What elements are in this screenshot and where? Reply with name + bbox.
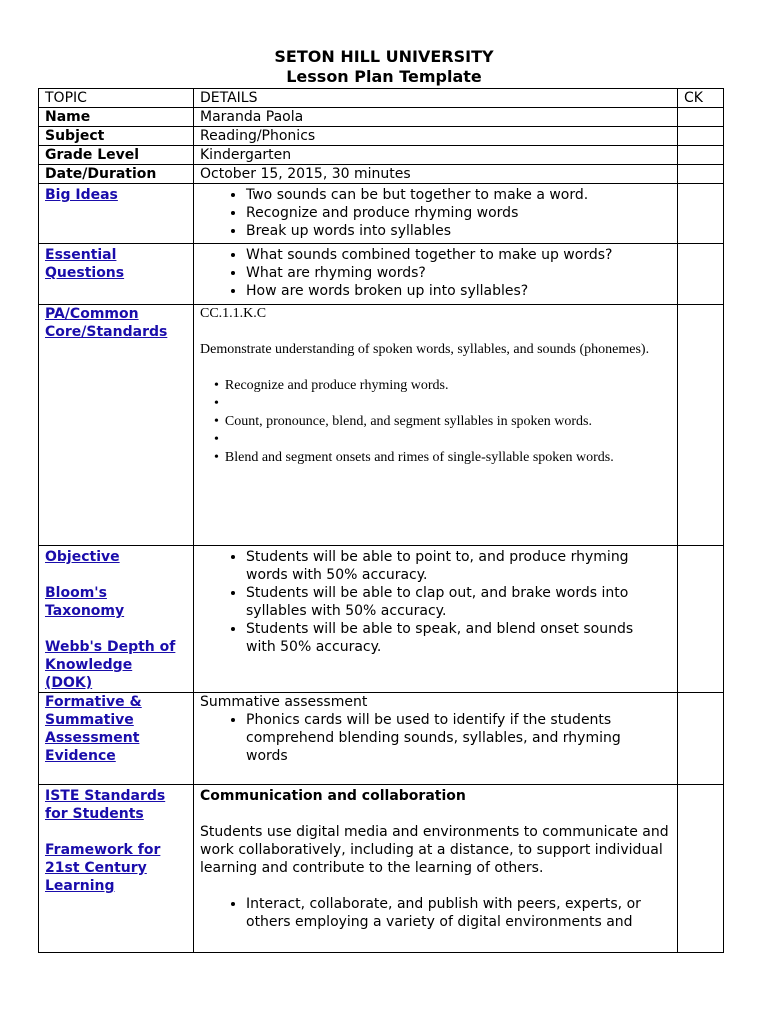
webb-line1: Webb's Depth of <box>45 639 176 655</box>
header-row <box>39 89 724 108</box>
webb-dok-link[interactable] <box>45 638 187 692</box>
assessment-line1: Formative & <box>45 694 142 710</box>
essential-questions-link[interactable] <box>45 246 187 282</box>
ck-cell <box>678 184 724 244</box>
table-row <box>39 146 724 165</box>
standards-label-line2: Core/Standards <box>45 324 168 340</box>
name-label: Name <box>39 108 194 127</box>
subject-value[interactable]: Reading/Phonics <box>194 127 678 146</box>
date-value[interactable]: October 15, 2015, 30 minutes <box>194 165 678 184</box>
list-item: • What sounds combined together to make up words? <box>246 246 671 264</box>
list-item: • Blend and segment onsets and rimes of single-syllable spoken words. <box>214 449 671 467</box>
assessment-link[interactable] <box>45 693 187 765</box>
essential-label-line2: Questions <box>45 265 125 281</box>
iste-line2: for Students <box>45 806 144 822</box>
iste-heading: Communication and collaboration <box>200 788 466 804</box>
list-item: • Two sounds can be but together to make a word. <box>246 186 671 204</box>
table-row <box>39 108 724 127</box>
big-ideas-list <box>200 186 671 240</box>
list-item: • Count, pronounce, blend, and segment syllables in spoken words. <box>214 413 671 431</box>
table-row <box>39 165 724 184</box>
list-item: • Phonics cards will be used to identify if the students comprehend blending sounds, syllables, and rhyming words <box>246 711 647 765</box>
ck-cell <box>678 108 724 127</box>
framework-line3: Learning <box>45 878 115 894</box>
list-item: • Break up words into syllables <box>246 222 671 240</box>
table-row <box>39 546 724 693</box>
assessment-list <box>200 711 647 765</box>
standards-list <box>200 377 671 467</box>
assessment-intro: Summative assessment <box>200 694 368 710</box>
ck-cell <box>678 785 724 953</box>
ck-cell <box>678 165 724 184</box>
table-row <box>39 785 724 953</box>
ck-cell <box>678 244 724 305</box>
standards-code: CC.1.1.K.C <box>200 306 267 321</box>
iste-standards-link[interactable] <box>45 787 187 823</box>
table-row <box>39 305 724 546</box>
topic-header: TOPIC <box>39 89 194 108</box>
list-item: • Recognize and produce rhyming words <box>246 204 671 222</box>
ck-header: CK <box>678 89 724 108</box>
framework-line2: 21st Century <box>45 860 147 876</box>
date-label: Date/Duration <box>39 165 194 184</box>
list-item: • Students will be able to point to, and produce rhyming words with 50% accuracy. <box>246 548 647 584</box>
university-title: SETON HILL UNIVERSITY <box>274 47 494 66</box>
table-row <box>39 244 724 305</box>
grade-label: Grade Level <box>39 146 194 165</box>
table-row <box>39 127 724 146</box>
name-value[interactable]: Maranda Paola <box>194 108 678 127</box>
assessment-line4: Evidence <box>45 748 116 764</box>
framework-line1: Framework for <box>45 842 161 858</box>
webb-line3: (DOK) <box>45 675 93 691</box>
iste-list <box>200 895 669 931</box>
grade-value[interactable]: Kindergarten <box>194 146 678 165</box>
list-item: • What are rhyming words? <box>246 264 671 282</box>
webb-line2: Knowledge <box>45 657 133 673</box>
table-row <box>39 693 724 785</box>
ck-cell <box>678 693 724 785</box>
ck-cell <box>678 305 724 546</box>
subject-label: Subject <box>39 127 194 146</box>
ck-cell <box>678 546 724 693</box>
list-item: • Students will be able to speak, and blend onset sounds with 50% accuracy. <box>246 620 647 656</box>
standards-description: Demonstrate understanding of spoken words, syllables, and sounds (phonemes). <box>200 342 650 357</box>
details-header: DETAILS <box>194 89 678 108</box>
table-row <box>39 184 724 244</box>
ck-cell <box>678 146 724 165</box>
objective-list <box>200 548 647 656</box>
blooms-line1: Bloom's <box>45 585 107 601</box>
standards-link[interactable] <box>45 305 187 341</box>
ck-cell <box>678 127 724 146</box>
template-title: Lesson Plan Template <box>286 67 482 86</box>
essential-label-line1: Essential <box>45 247 117 263</box>
list-item: • Interact, collaborate, and publish with peers, experts, or others employing a variety of digital environments and <box>246 895 669 931</box>
list-item: • Students will be able to clap out, and brake words into syllables with 50% accuracy. <box>246 584 647 620</box>
assessment-line2: Summative <box>45 712 134 728</box>
assessment-line3: Assessment <box>45 730 140 746</box>
big-ideas-link[interactable]: Big Ideas <box>45 187 118 203</box>
list-item: • How are words broken up into syllables? <box>246 282 671 300</box>
list-item: • Recognize and produce rhyming words. <box>214 377 671 395</box>
blooms-line2: Taxonomy <box>45 603 125 619</box>
iste-line1: ISTE Standards <box>45 788 166 804</box>
standards-label-line1: PA/Common <box>45 306 139 322</box>
framework-21st-link[interactable] <box>45 841 187 895</box>
objective-link[interactable]: Objective <box>45 549 120 565</box>
iste-paragraph: Students use digital media and environments to communicate and work collaboratively, including at a distance, to support individual learning and contribute to the learning of others. <box>200 824 669 876</box>
essential-list <box>200 246 671 300</box>
lesson-plan-table <box>38 88 724 953</box>
blooms-taxonomy-link[interactable] <box>45 584 187 620</box>
